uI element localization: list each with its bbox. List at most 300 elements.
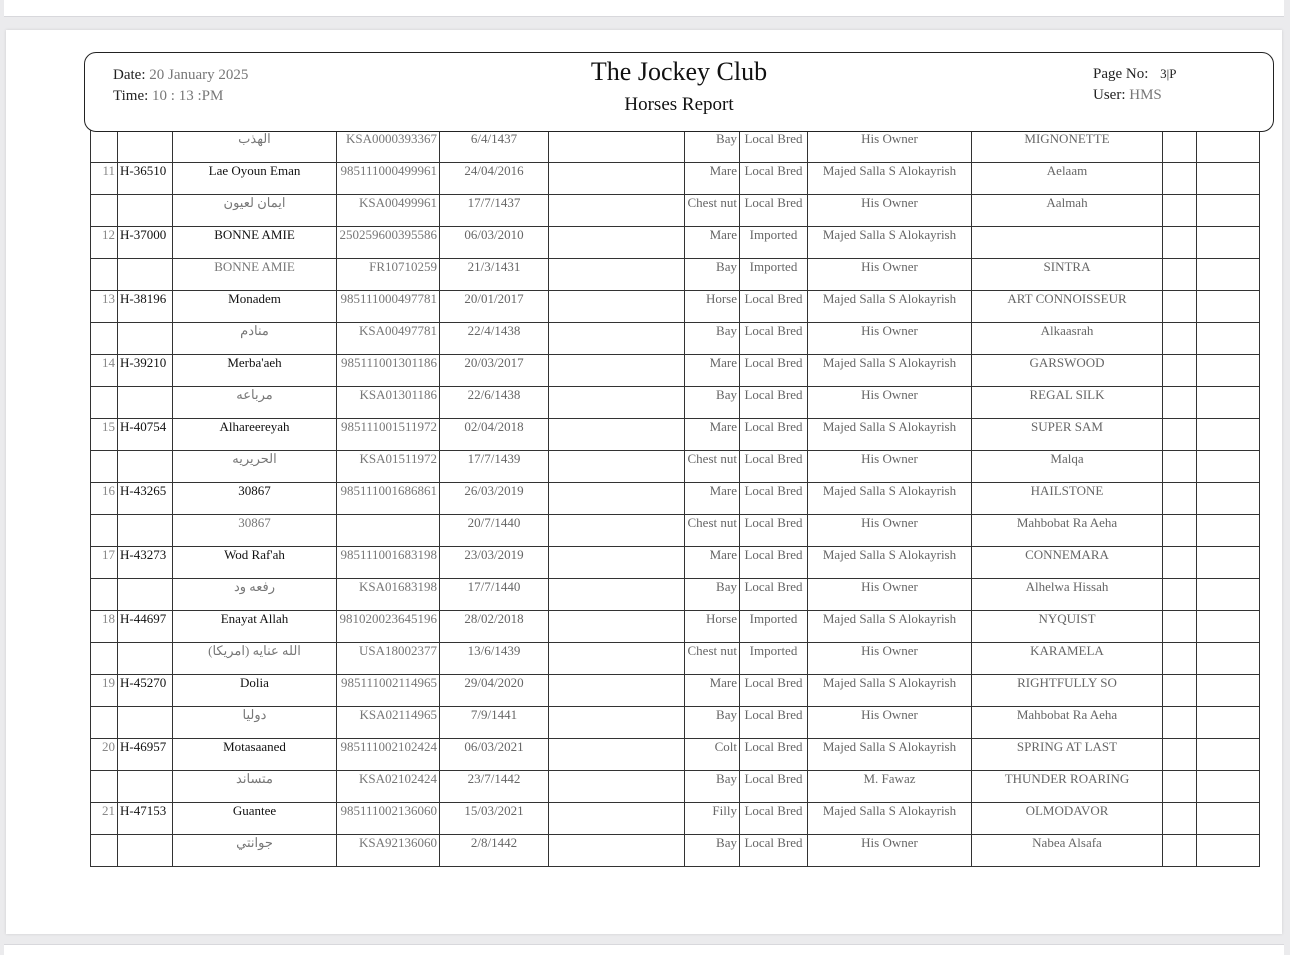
microchip-or-passport: 981020023645196: [337, 611, 440, 643]
birth-date: 17/7/1439: [440, 451, 549, 483]
sire-or-dam: [972, 227, 1163, 259]
origin: Imported: [740, 259, 808, 291]
sire-or-dam: GARSWOOD: [972, 355, 1163, 387]
empty-cell: [1197, 227, 1260, 259]
time-value: 10 : 13 :PM: [152, 88, 224, 104]
sex-or-colour: Horse: [685, 611, 740, 643]
horse-name: Enayat Allah: [173, 611, 337, 643]
microchip-or-passport: 985111000499961: [337, 163, 440, 195]
microchip-or-passport: KSA01301186: [337, 387, 440, 419]
owner: Majed Salla S Alokayrish: [808, 739, 972, 771]
empty-cell: [1163, 419, 1197, 451]
owner: His Owner: [808, 451, 972, 483]
empty-cell: [1163, 579, 1197, 611]
birth-date: 22/4/1438: [440, 323, 549, 355]
table-row: [91, 291, 1260, 323]
table-row: [91, 803, 1260, 835]
birth-date: 20/03/2017: [440, 355, 549, 387]
microchip-or-passport: KSA92136060: [337, 835, 440, 867]
empty-cell: [1163, 131, 1197, 163]
table-row: [91, 131, 1260, 163]
birth-date: 23/7/1442: [440, 771, 549, 803]
horse-name: 30867: [173, 483, 337, 515]
row-number: 14: [91, 355, 118, 387]
empty-cell: [1197, 515, 1260, 547]
sex-or-colour: Bay: [685, 707, 740, 739]
empty-cell: [1163, 803, 1197, 835]
owner: Majed Salla S Alokayrish: [808, 163, 972, 195]
sex-or-colour: Bay: [685, 259, 740, 291]
origin: Local Bred: [740, 707, 808, 739]
microchip-or-passport: 985111000497781: [337, 291, 440, 323]
birth-date: 23/03/2019: [440, 547, 549, 579]
owner: Majed Salla S Alokayrish: [808, 547, 972, 579]
row-number: 17: [91, 547, 118, 579]
origin: Local Bred: [740, 195, 808, 227]
sex-or-colour: Mare: [685, 163, 740, 195]
birth-date: 13/6/1439: [440, 643, 549, 675]
empty-cell: [1163, 323, 1197, 355]
owner: His Owner: [808, 835, 972, 867]
table-row: [91, 707, 1260, 739]
origin: Imported: [740, 611, 808, 643]
row-number: 21: [91, 803, 118, 835]
origin: Imported: [740, 643, 808, 675]
sex-or-colour: Chest nut: [685, 451, 740, 483]
horse-code: [118, 579, 173, 611]
sex-or-colour: Mare: [685, 547, 740, 579]
sire-or-dam: ART CONNOISSEUR: [972, 291, 1163, 323]
birth-date: 15/03/2021: [440, 803, 549, 835]
row-number: 18: [91, 611, 118, 643]
sire-or-dam: Alhelwa Hissah: [972, 579, 1163, 611]
empty-cell: [549, 771, 685, 803]
empty-cell: [1197, 579, 1260, 611]
page-label: Page No:: [1093, 66, 1149, 82]
owner: Majed Salla S Alokayrish: [808, 419, 972, 451]
owner: His Owner: [808, 643, 972, 675]
row-number: [91, 387, 118, 419]
sire-or-dam: THUNDER ROARING: [972, 771, 1163, 803]
horse-code: H-44697: [118, 611, 173, 643]
microchip-or-passport: KSA00497781: [337, 323, 440, 355]
birth-date: 29/04/2020: [440, 675, 549, 707]
table-row: [91, 355, 1260, 387]
sex-or-colour: Colt: [685, 739, 740, 771]
table-row: [91, 643, 1260, 675]
horse-name: ايمان لعيون: [173, 195, 337, 227]
horse-name: 30867: [173, 515, 337, 547]
empty-cell: [1197, 291, 1260, 323]
birth-date: 21/3/1431: [440, 259, 549, 291]
horse-code: H-37000: [118, 227, 173, 259]
empty-cell: [1163, 515, 1197, 547]
origin: Local Bred: [740, 835, 808, 867]
horse-code: H-39210: [118, 355, 173, 387]
horse-code: [118, 451, 173, 483]
birth-date: 7/9/1441: [440, 707, 549, 739]
horse-name: BONNE AMIE: [173, 259, 337, 291]
owner: Majed Salla S Alokayrish: [808, 227, 972, 259]
horse-name: جوانتي: [173, 835, 337, 867]
origin: Imported: [740, 227, 808, 259]
empty-cell: [1163, 259, 1197, 291]
sire-or-dam: RIGHTFULLY SO: [972, 675, 1163, 707]
origin: Local Bred: [740, 163, 808, 195]
empty-cell: [1197, 387, 1260, 419]
birth-date: 22/6/1438: [440, 387, 549, 419]
microchip-or-passport: 985111002136060: [337, 803, 440, 835]
owner: His Owner: [808, 515, 972, 547]
report-page: [6, 30, 1282, 934]
owner: His Owner: [808, 323, 972, 355]
birth-date: 02/04/2018: [440, 419, 549, 451]
horse-code: [118, 195, 173, 227]
empty-cell: [1197, 163, 1260, 195]
owner: His Owner: [808, 707, 972, 739]
sex-or-colour: Bay: [685, 835, 740, 867]
owner: His Owner: [808, 579, 972, 611]
sex-or-colour: Mare: [685, 419, 740, 451]
empty-cell: [1163, 675, 1197, 707]
row-number: 16: [91, 483, 118, 515]
empty-cell: [1197, 611, 1260, 643]
horse-name: Lae Oyoun Eman: [173, 163, 337, 195]
sire-or-dam: Mahbobat Ra Aeha: [972, 515, 1163, 547]
owner: Majed Salla S Alokayrish: [808, 675, 972, 707]
microchip-or-passport: FR10710259: [337, 259, 440, 291]
horse-name: Alhareereyah: [173, 419, 337, 451]
row-number: [91, 835, 118, 867]
microchip-or-passport: KSA01511972: [337, 451, 440, 483]
empty-cell: [1197, 643, 1260, 675]
origin: Local Bred: [740, 675, 808, 707]
horse-code: [118, 835, 173, 867]
microchip-or-passport: 985111002114965: [337, 675, 440, 707]
sire-or-dam: CONNEMARA: [972, 547, 1163, 579]
report-header: [84, 52, 1274, 132]
empty-cell: [549, 547, 685, 579]
empty-cell: [549, 259, 685, 291]
origin: Local Bred: [740, 387, 808, 419]
previous-page-edge: [4, 0, 1284, 17]
birth-date: 2/8/1442: [440, 835, 549, 867]
origin: Local Bred: [740, 579, 808, 611]
row-number: 13: [91, 291, 118, 323]
microchip-or-passport: 985111001683198: [337, 547, 440, 579]
birth-date: 26/03/2019: [440, 483, 549, 515]
empty-cell: [549, 131, 685, 163]
table-row: [91, 579, 1260, 611]
table-row: [91, 771, 1260, 803]
empty-cell: [549, 195, 685, 227]
horse-code: H-47153: [118, 803, 173, 835]
sire-or-dam: Aalmah: [972, 195, 1163, 227]
empty-cell: [1197, 355, 1260, 387]
microchip-or-passport: 985111001301186: [337, 355, 440, 387]
sire-or-dam: Alkaasrah: [972, 323, 1163, 355]
row-number: [91, 643, 118, 675]
horse-name: الهذب: [173, 131, 337, 163]
birth-date: 6/4/1437: [440, 131, 549, 163]
empty-cell: [1163, 739, 1197, 771]
sex-or-colour: Bay: [685, 387, 740, 419]
sex-or-colour: Chest nut: [685, 515, 740, 547]
horse-name: Dolia: [173, 675, 337, 707]
sire-or-dam: Malqa: [972, 451, 1163, 483]
owner: Majed Salla S Alokayrish: [808, 291, 972, 323]
microchip-or-passport: 985111001511972: [337, 419, 440, 451]
report-title: The Jockey Club: [590, 57, 768, 86]
table-row: [91, 451, 1260, 483]
horse-code: [118, 771, 173, 803]
origin: Local Bred: [740, 291, 808, 323]
sex-or-colour: Chest nut: [685, 195, 740, 227]
row-number: [91, 579, 118, 611]
birth-date: 17/7/1440: [440, 579, 549, 611]
empty-cell: [1163, 707, 1197, 739]
sire-or-dam: SPRING AT LAST: [972, 739, 1163, 771]
sex-or-colour: Chest nut: [685, 643, 740, 675]
sex-or-colour: Mare: [685, 675, 740, 707]
sire-or-dam: Aelaam: [972, 163, 1163, 195]
sire-or-dam: KARAMELA: [972, 643, 1163, 675]
microchip-or-passport: KSA02114965: [337, 707, 440, 739]
birth-date: 24/04/2016: [440, 163, 549, 195]
empty-cell: [1197, 419, 1260, 451]
empty-cell: [549, 387, 685, 419]
empty-cell: [549, 323, 685, 355]
table-row: [91, 195, 1260, 227]
table-row: [91, 483, 1260, 515]
empty-cell: [1197, 451, 1260, 483]
empty-cell: [1197, 675, 1260, 707]
empty-cell: [1197, 195, 1260, 227]
birth-date: 20/7/1440: [440, 515, 549, 547]
owner: His Owner: [808, 259, 972, 291]
table-row: [91, 547, 1260, 579]
horse-name: Guantee: [173, 803, 337, 835]
user-value: HMS: [1129, 87, 1162, 103]
table-row: [91, 835, 1260, 867]
row-number: 15: [91, 419, 118, 451]
row-number: [91, 771, 118, 803]
microchip-or-passport: 985111001686861: [337, 483, 440, 515]
owner: His Owner: [808, 195, 972, 227]
horse-code: [118, 131, 173, 163]
birth-date: 20/01/2017: [440, 291, 549, 323]
sire-or-dam: HAILSTONE: [972, 483, 1163, 515]
owner: M. Fawaz: [808, 771, 972, 803]
horse-name: مرباعه: [173, 387, 337, 419]
empty-cell: [1197, 739, 1260, 771]
horse-code: [118, 259, 173, 291]
horse-code: H-46957: [118, 739, 173, 771]
microchip-or-passport: KSA01683198: [337, 579, 440, 611]
horse-code: [118, 515, 173, 547]
horse-name: منادم: [173, 323, 337, 355]
empty-cell: [549, 707, 685, 739]
horse-name: دوليا: [173, 707, 337, 739]
empty-cell: [1163, 291, 1197, 323]
row-number: [91, 451, 118, 483]
horse-name: الحريريه: [173, 451, 337, 483]
sex-or-colour: Bay: [685, 771, 740, 803]
horse-code: [118, 387, 173, 419]
page-number: 3|P: [1160, 66, 1177, 81]
origin: Local Bred: [740, 131, 808, 163]
owner: Majed Salla S Alokayrish: [808, 803, 972, 835]
page-number-line: [1093, 66, 1177, 83]
birth-date: 06/03/2010: [440, 227, 549, 259]
empty-cell: [1197, 547, 1260, 579]
origin: Local Bred: [740, 323, 808, 355]
row-number: [91, 259, 118, 291]
origin: Local Bred: [740, 483, 808, 515]
horse-code: H-45270: [118, 675, 173, 707]
horse-name: Monadem: [173, 291, 337, 323]
empty-cell: [549, 675, 685, 707]
empty-cell: [1197, 323, 1260, 355]
user-label: User:: [1093, 87, 1126, 103]
empty-cell: [549, 227, 685, 259]
empty-cell: [1163, 835, 1197, 867]
report-subtitle: Horses Report: [624, 94, 734, 115]
sex-or-colour: Bay: [685, 579, 740, 611]
row-number: 11: [91, 163, 118, 195]
empty-cell: [1163, 227, 1197, 259]
origin: Local Bred: [740, 739, 808, 771]
sire-or-dam: OLMODAVOR: [972, 803, 1163, 835]
sex-or-colour: Mare: [685, 227, 740, 259]
horse-name: BONNE AMIE: [173, 227, 337, 259]
empty-cell: [549, 515, 685, 547]
horse-name: Wod Raf'ah: [173, 547, 337, 579]
empty-cell: [549, 611, 685, 643]
birth-date: 28/02/2018: [440, 611, 549, 643]
microchip-or-passport: KSA0000393367: [337, 131, 440, 163]
row-number: [91, 131, 118, 163]
table-row: [91, 419, 1260, 451]
horse-code: H-43273: [118, 547, 173, 579]
horse-code: [118, 643, 173, 675]
date-label: Date:: [113, 67, 146, 83]
empty-cell: [549, 835, 685, 867]
empty-cell: [1163, 195, 1197, 227]
horse-code: H-40754: [118, 419, 173, 451]
table-row: [91, 323, 1260, 355]
horse-name: متساند: [173, 771, 337, 803]
row-number: 20: [91, 739, 118, 771]
birth-date: 06/03/2021: [440, 739, 549, 771]
sire-or-dam: Nabea Alsafa: [972, 835, 1163, 867]
sire-or-dam: Mahbobat Ra Aeha: [972, 707, 1163, 739]
horse-code: H-43265: [118, 483, 173, 515]
origin: Local Bred: [740, 451, 808, 483]
table-row: [91, 387, 1260, 419]
sex-or-colour: Mare: [685, 355, 740, 387]
sex-or-colour: Filly: [685, 803, 740, 835]
empty-cell: [1163, 163, 1197, 195]
empty-cell: [1197, 131, 1260, 163]
horse-name: Merba'aeh: [173, 355, 337, 387]
row-number: [91, 195, 118, 227]
owner: Majed Salla S Alokayrish: [808, 483, 972, 515]
empty-cell: [1163, 771, 1197, 803]
sire-or-dam: SUPER SAM: [972, 419, 1163, 451]
row-number: [91, 515, 118, 547]
origin: Local Bred: [740, 515, 808, 547]
empty-cell: [1163, 483, 1197, 515]
microchip-or-passport: KSA00499961: [337, 195, 440, 227]
owner: His Owner: [808, 131, 972, 163]
empty-cell: [1197, 835, 1260, 867]
empty-cell: [549, 579, 685, 611]
microchip-or-passport: [337, 515, 440, 547]
empty-cell: [1163, 547, 1197, 579]
owner: Majed Salla S Alokayrish: [808, 355, 972, 387]
birth-date: 17/7/1437: [440, 195, 549, 227]
horse-name: (امريكا) الله عنايه: [173, 643, 337, 675]
empty-cell: [549, 291, 685, 323]
date-value: 20 January 2025: [149, 67, 249, 83]
empty-cell: [1163, 387, 1197, 419]
empty-cell: [1197, 803, 1260, 835]
empty-cell: [1197, 707, 1260, 739]
microchip-or-passport: KSA02102424: [337, 771, 440, 803]
sire-or-dam: REGAL SILK: [972, 387, 1163, 419]
origin: Local Bred: [740, 419, 808, 451]
sire-or-dam: NYQUIST: [972, 611, 1163, 643]
empty-cell: [549, 739, 685, 771]
empty-cell: [549, 803, 685, 835]
empty-cell: [549, 355, 685, 387]
horse-code: [118, 323, 173, 355]
microchip-or-passport: 250259600395586: [337, 227, 440, 259]
sex-or-colour: Mare: [685, 483, 740, 515]
origin: Local Bred: [740, 355, 808, 387]
empty-cell: [549, 483, 685, 515]
row-number: 12: [91, 227, 118, 259]
owner: Majed Salla S Alokayrish: [808, 611, 972, 643]
horse-code: H-38196: [118, 291, 173, 323]
empty-cell: [1197, 771, 1260, 803]
empty-cell: [549, 163, 685, 195]
horse-code: H-36510: [118, 163, 173, 195]
horse-name: Motasaaned: [173, 739, 337, 771]
table-row: [91, 515, 1260, 547]
table-row: [91, 739, 1260, 771]
horse-code: [118, 707, 173, 739]
owner: His Owner: [808, 387, 972, 419]
sex-or-colour: Bay: [685, 131, 740, 163]
row-number: [91, 707, 118, 739]
row-number: [91, 323, 118, 355]
horses-table: [90, 130, 1260, 867]
sex-or-colour: Horse: [685, 291, 740, 323]
empty-cell: [1163, 355, 1197, 387]
empty-cell: [549, 451, 685, 483]
origin: Local Bred: [740, 803, 808, 835]
empty-cell: [1163, 611, 1197, 643]
empty-cell: [1197, 483, 1260, 515]
sire-or-dam: SINTRA: [972, 259, 1163, 291]
table-row: [91, 163, 1260, 195]
origin: Local Bred: [740, 771, 808, 803]
row-number: 19: [91, 675, 118, 707]
microchip-or-passport: USA18002377: [337, 643, 440, 675]
empty-cell: [1163, 451, 1197, 483]
